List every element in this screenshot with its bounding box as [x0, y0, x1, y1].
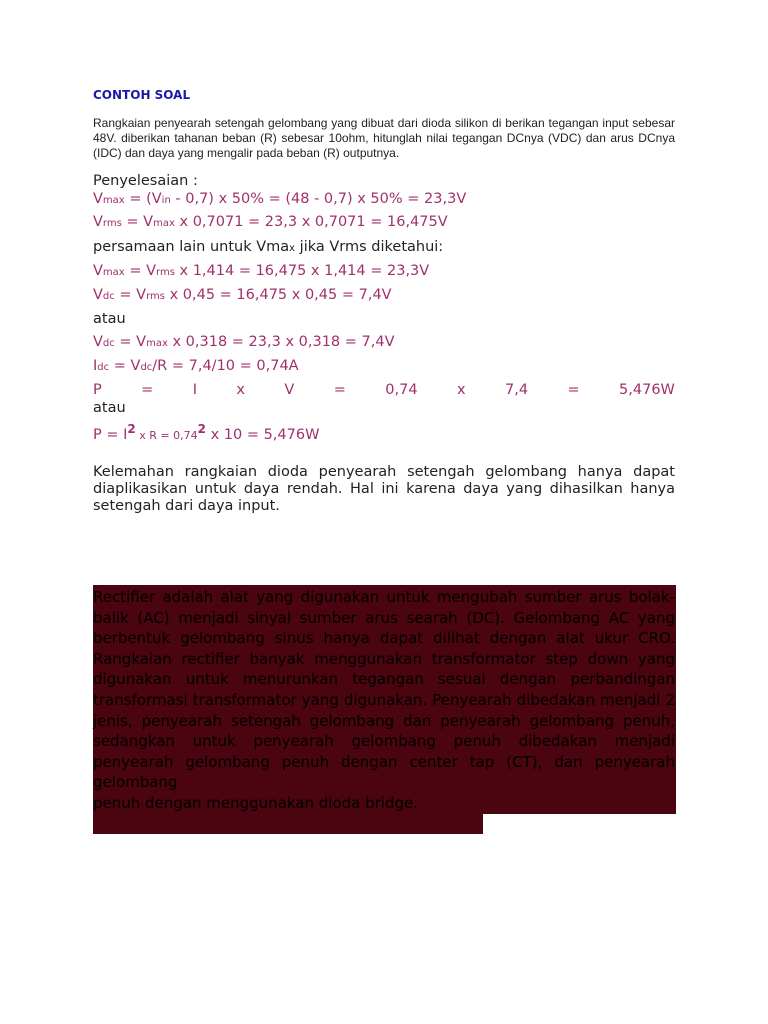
- equation-vrms: Vrms = Vmax x 0,7071 = 23,3 x 0,7071 = 16,475V: [93, 214, 448, 230]
- atau-label-2: atau: [93, 400, 126, 416]
- equation-vdc-from-vrms: Vdc = Vrms x 0,45 = 16,475 x 0,45 = 7,4V: [93, 287, 392, 303]
- problem-statement: Rangkaian penyearah setengah gelombang yang dibuat dari dioda silikon di berikan tegangan input sebesar 48V. diberikan tahanan beban (R) sebesar 10ohm, hitunglah nilai tegangan DCnya (VDC) dan arus DCnya (IDC) dan daya yang mengalir pada beban (R) outputnya.: [93, 116, 675, 160]
- atau-label: atau: [93, 311, 126, 327]
- highlight-last-line: penuh dengan menggunakan dioda bridge.: [93, 793, 419, 812]
- section-title: CONTOH SOAL: [93, 88, 191, 102]
- highlight-body: Rectifier adalah alat yang digunakan untuk mengubah sumber arus bolak-balik (AC) menjadi sinyal sumber arus searah (DC). Gelombang AC yang berbentuk gelombang sinus hanya dapat dilihat dengan alat ukur CRO. Rangkaian rectifier banyak menggunakan transformator step down yang digunakan untuk menurunkan tegangan sesuai dengan perbandingan transformasi transformator yang digunakan. Penyearah dibedakan menjadi 2 jenis, penyearah setengah gelombang dan penyearah gelombang penuh, sedangkan untuk penyearah gelombang penuh dibedakan menjadi penyearah gelombang penuh dengan center tap (CT), dan penyearah gelombang: [93, 588, 675, 792]
- equation-vmax: Vmax = (Vin - 0,7) x 50% = (48 - 0,7) x 50% = 23,3V: [93, 191, 467, 207]
- solution-lead: Penyelesaian :: [93, 173, 198, 189]
- equation-power-alt: $P = I^2$ x $R = 0,74^2$ x 10 = 5,476W: [93, 422, 320, 443]
- rectifier-highlight-paragraph: [93, 587, 675, 814]
- highlight-background-last-line: [93, 814, 483, 834]
- equation-idc: Idc = Vdc/R = 7,4/10 = 0,74A: [93, 358, 299, 374]
- equation-vdc-from-vmax: Vdc = Vmax x 0,318 = 23,3 x 0,318 = 7,4V: [93, 334, 395, 350]
- weakness-paragraph: Kelemahan rangkaian dioda penyearah setengah gelombang hanya dapat diaplikasikan untuk daya rendah. Hal ini karena daya yang dihasilkan hanya setengah dari daya input.: [93, 464, 675, 514]
- equation-vmax-from-vrms: Vmax = Vrms x 1,414 = 16,475 x 1,414 = 23,3V: [93, 263, 430, 279]
- alternate-equation-note: persamaan lain untuk Vmax jika Vrms diketahui:: [93, 239, 444, 255]
- equation-power: P = I x V = 0,74 x 7,4 = 5,476W: [93, 382, 675, 398]
